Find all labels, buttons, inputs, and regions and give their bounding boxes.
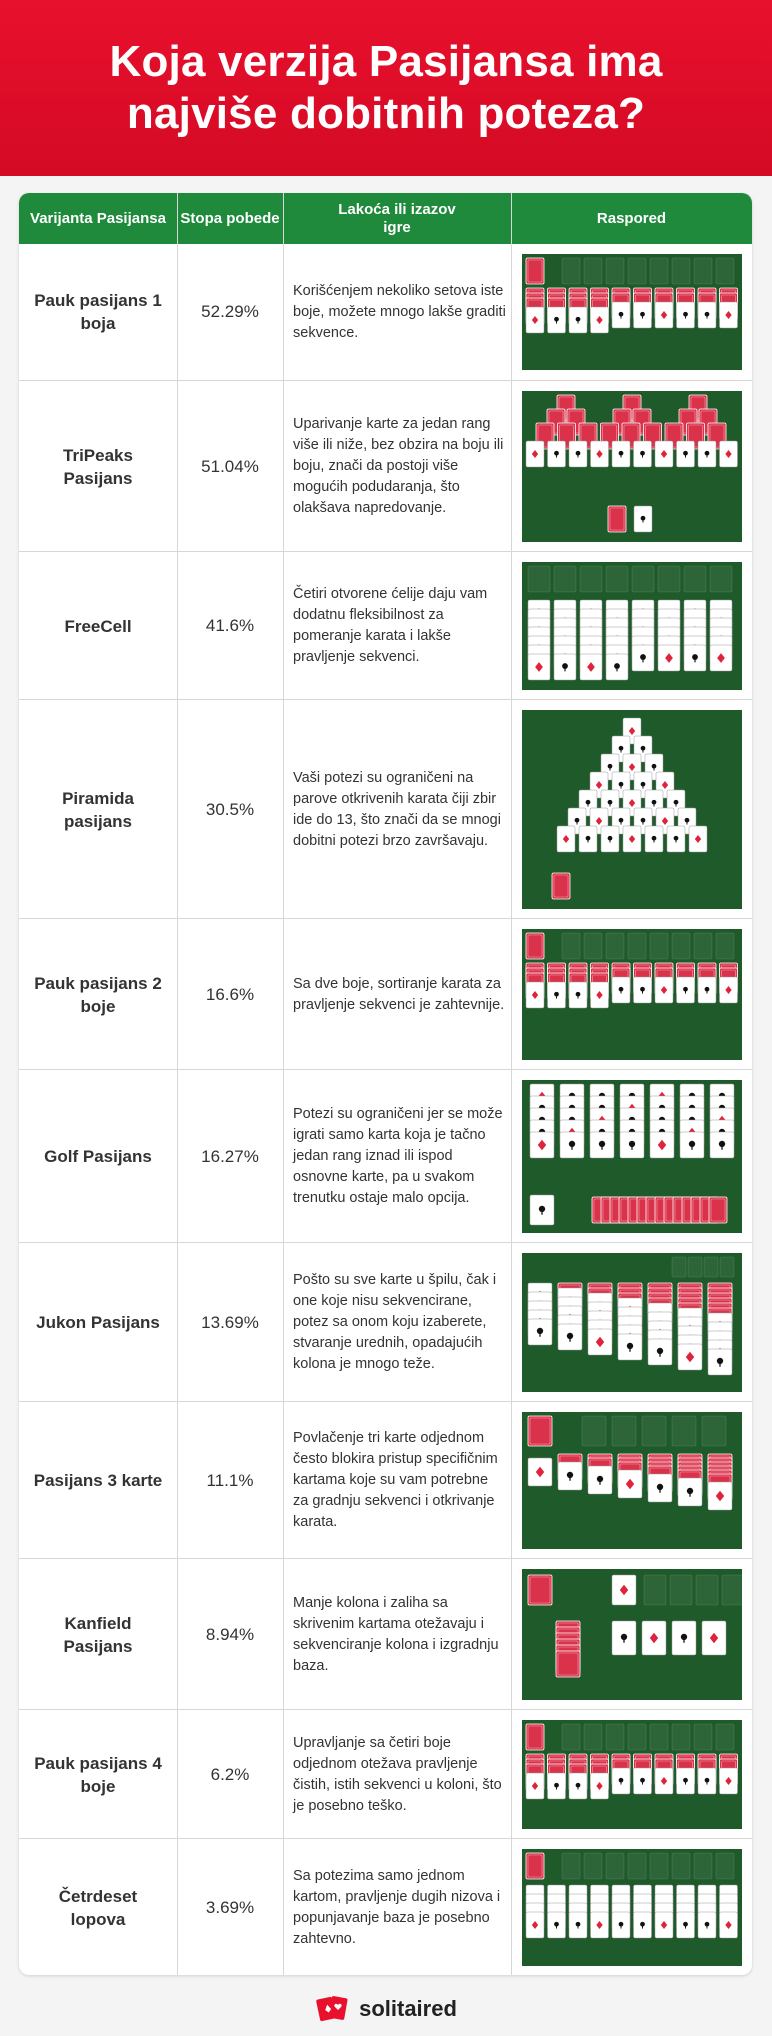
difficulty-description: Četiri otvorene ćelije daju vam dodatnu fleksibilnost za pomeranje karata i lakše pravljenje sekvenci.	[293, 586, 488, 665]
difficulty-description: Upravljanje sa četiri boje odjednom otežava pravljenje čistih, istih sekvenci u koloni, što je posebno teško.	[293, 1734, 502, 1814]
empty-slot	[672, 1724, 690, 1750]
spade-stem	[685, 454, 686, 458]
table-row	[19, 244, 752, 380]
solitaire-layout-preview	[522, 1569, 742, 1700]
variant-name: Golf Pasijans	[44, 1147, 152, 1166]
spade-stem	[578, 1925, 579, 1929]
empty-slot	[528, 566, 550, 592]
empty-slot	[710, 566, 732, 592]
layout-image	[521, 1243, 743, 1402]
variant-name: Piramida pasijans	[62, 788, 134, 831]
spade-stem	[588, 839, 589, 843]
spade-stem	[643, 785, 644, 789]
empty-slot	[688, 1257, 702, 1277]
card-back	[526, 1724, 544, 1750]
empty-slot	[694, 258, 712, 284]
spade-stem	[687, 821, 688, 825]
solitaire-layout-preview	[522, 562, 742, 690]
header-win-rate: Stopa pobede	[180, 209, 280, 227]
empty-slot	[612, 1416, 636, 1446]
spade-stem	[685, 1781, 686, 1785]
empty-slot	[670, 1575, 692, 1605]
spade-stem	[569, 1337, 570, 1342]
spade-stem	[685, 990, 686, 994]
card-back	[528, 1416, 552, 1446]
spade-stem	[707, 315, 708, 319]
spade-stem	[621, 315, 622, 319]
layout-image	[521, 1710, 743, 1839]
empty-slot	[562, 933, 580, 959]
empty-slot	[582, 1416, 606, 1446]
variant-name: Kanfield Pasijans	[63, 1613, 133, 1656]
empty-slot	[562, 1724, 580, 1750]
empty-slot	[628, 1724, 646, 1750]
spade-stem	[707, 1781, 708, 1785]
table-row	[19, 1838, 752, 1975]
empty-slot	[672, 1416, 696, 1446]
spade-stem	[643, 519, 644, 523]
layout-image	[521, 700, 743, 919]
table-row	[19, 1558, 752, 1710]
spade-stem	[629, 1347, 630, 1352]
win-rate: 51.04%	[201, 456, 259, 476]
brand-name: solitaired	[359, 1996, 457, 2021]
empty-slot	[716, 1853, 734, 1879]
solitaire-layout-preview	[522, 391, 742, 542]
spade-stem	[685, 1925, 686, 1929]
spade-stem	[642, 454, 643, 458]
card-back	[552, 873, 570, 899]
footer	[0, 1982, 772, 2036]
card-back	[528, 1575, 552, 1605]
empty-slot	[716, 258, 734, 284]
spade-stem	[578, 454, 579, 458]
difficulty-description: Uparivanje karte za jedan rang više ili niže, bez obzira na boju ili boju, znači da postoji više mogućih podudaranja, što olakšava napredovanje.	[293, 416, 504, 516]
solitaire-layout-preview	[522, 1412, 742, 1549]
spade-stem	[642, 658, 643, 662]
empty-slot	[672, 1257, 686, 1277]
difficulty-description: Sa potezima samo jednom kartom, pravljenje dugih nizova i popunjavanje baza je posebno zahtevno.	[293, 1867, 501, 1947]
empty-slot	[584, 1724, 602, 1750]
variant-name: TriPeaks Pasijans	[63, 445, 133, 488]
card-back	[608, 506, 626, 532]
solitaire-layout-preview	[522, 1080, 742, 1233]
win-rate: 3.69%	[205, 1897, 255, 1917]
table-row	[19, 1069, 752, 1243]
table-row	[19, 1709, 752, 1839]
empty-slot	[584, 1853, 602, 1879]
win-rate: 13.69%	[201, 1312, 259, 1332]
spade-stem	[642, 1781, 643, 1785]
layout-image	[521, 919, 743, 1070]
empty-slot	[694, 1724, 712, 1750]
spade-stem	[621, 1925, 622, 1929]
variant-name: Pasijans 3 karte	[33, 1471, 163, 1490]
empty-slot	[644, 1575, 666, 1605]
spade-stem	[564, 667, 565, 671]
empty-slot	[716, 1724, 734, 1750]
layout-image	[521, 381, 743, 552]
solitaire-layout-preview	[522, 1253, 742, 1392]
spade-stem	[694, 658, 695, 662]
spade-stem	[610, 839, 611, 843]
solitaire-layout-preview	[522, 254, 742, 370]
variant-name: Pauk pasijans 4 boje	[34, 1753, 162, 1796]
spade-stem	[707, 1925, 708, 1929]
difficulty-description: Potezi su ograničeni jer se može igrati samo karta koja je tačno jedan rang iznad ili ispod osnovne karte, pa u svakom trenutku ostaje malo opcija.	[293, 1106, 503, 1206]
spade-stem	[556, 320, 557, 324]
empty-slot	[650, 933, 668, 959]
win-rate: 30.5%	[205, 799, 255, 819]
spade-stem	[643, 749, 644, 753]
spade-stem	[571, 1145, 572, 1150]
spade-stem	[676, 803, 677, 807]
empty-slot	[716, 933, 734, 959]
layout-image	[521, 552, 743, 700]
spade-stem	[654, 767, 655, 771]
spade-stem	[707, 454, 708, 458]
card-back	[526, 933, 544, 959]
empty-slot	[694, 933, 712, 959]
card-back	[526, 1853, 544, 1879]
spade-stem	[654, 803, 655, 807]
comparison-table	[19, 193, 752, 1975]
spade-stem	[556, 995, 557, 999]
difficulty-description: Vaši potezi su ograničeni na parove otkrivenih karata čiji zbir ide do 13, što znači da se mnogi dobitni potezi brzo završavaju.	[293, 769, 501, 849]
table-row	[19, 551, 752, 700]
empty-slot	[606, 1853, 624, 1879]
variant-name: Jukon Pasijans	[36, 1313, 160, 1332]
spade-stem	[631, 1145, 632, 1150]
difficulty-description: Povlačenje tri karte odjednom često blokira pristup specifičnim kartama koje su vam potrebne za gradnju sekvenci i otkrivanje karata.	[293, 1430, 498, 1530]
empty-slot	[562, 1853, 580, 1879]
empty-slot	[628, 258, 646, 284]
empty-slot	[584, 933, 602, 959]
variant-name: FreeCell	[64, 616, 132, 636]
card-back	[709, 1197, 727, 1223]
empty-slot	[580, 566, 602, 592]
spade-stem	[599, 1480, 600, 1485]
spade-stem	[578, 320, 579, 324]
layout-image	[521, 1559, 743, 1710]
spade-stem	[577, 821, 578, 825]
spade-stem	[578, 995, 579, 999]
spade-stem	[621, 990, 622, 994]
spade-stem	[621, 749, 622, 753]
win-rate: 6.2%	[210, 1764, 250, 1784]
spade-stem	[541, 1210, 542, 1215]
empty-slot	[702, 1416, 726, 1446]
spade-stem	[588, 803, 589, 807]
layout-image	[521, 1839, 743, 1975]
spade-stem	[601, 1145, 602, 1150]
empty-slot	[672, 258, 690, 284]
empty-slot	[650, 1853, 668, 1879]
solitaire-layout-preview	[522, 1849, 742, 1966]
table-row	[19, 918, 752, 1070]
card-back	[526, 258, 544, 284]
spade-stem	[623, 1638, 624, 1643]
difficulty-description: Korišćenjem nekoliko setova iste boje, možete mnogo lakše graditi sekvence.	[293, 282, 506, 341]
spade-stem	[654, 839, 655, 843]
header-variant: Varijanta Pasijansa	[30, 209, 166, 227]
empty-slot	[606, 1724, 624, 1750]
spade-stem	[659, 1488, 660, 1493]
spade-stem	[556, 1925, 557, 1929]
spade-stem	[556, 454, 557, 458]
layout-image	[521, 1070, 743, 1243]
page-title: Koja verzija Pasijansa ima najviše dobitnih poteza?	[109, 37, 663, 138]
layout-image	[521, 1402, 743, 1559]
solitaire-layout-preview	[522, 929, 742, 1060]
empty-slot	[606, 258, 624, 284]
spade-stem	[719, 1362, 720, 1367]
empty-slot	[650, 258, 668, 284]
spade-stem	[621, 821, 622, 825]
spade-stem	[676, 839, 677, 843]
win-rate: 16.27%	[201, 1146, 259, 1166]
card-back	[556, 1651, 580, 1677]
empty-slot	[672, 1853, 690, 1879]
win-rate: 16.6%	[205, 984, 255, 1004]
empty-slot	[628, 1853, 646, 1879]
spade-stem	[556, 1786, 557, 1790]
spade-stem	[642, 990, 643, 994]
win-rate: 8.94%	[205, 1624, 255, 1644]
empty-slot	[606, 566, 628, 592]
spade-stem	[621, 785, 622, 789]
empty-slot	[696, 1575, 718, 1605]
spade-stem	[642, 1925, 643, 1929]
spade-stem	[721, 1145, 722, 1150]
spade-stem	[642, 315, 643, 319]
empty-slot	[632, 566, 654, 592]
layout-image	[521, 244, 743, 380]
spade-stem	[685, 315, 686, 319]
empty-slot	[672, 933, 690, 959]
solitaire-layout-preview	[522, 710, 742, 909]
empty-slot	[606, 933, 624, 959]
spade-stem	[539, 1332, 540, 1337]
empty-slot	[642, 1416, 666, 1446]
variant-name: Pauk pasijans 1 boja	[34, 291, 162, 333]
table-row	[19, 699, 752, 919]
empty-slot	[658, 566, 680, 592]
table-row	[19, 380, 752, 552]
spade-stem	[659, 1352, 660, 1357]
win-rate: 52.29%	[201, 302, 259, 321]
spade-stem	[616, 667, 617, 671]
spade-stem	[689, 1492, 690, 1497]
difficulty-description: Manje kolona i zaliha sa skrivenim kartama otežavaju i sekvenciranje kolona i izgradnju baza.	[293, 1594, 499, 1674]
spade-stem	[569, 1476, 570, 1481]
spade-stem	[621, 454, 622, 458]
spade-stem	[578, 1786, 579, 1790]
empty-slot	[684, 566, 706, 592]
spade-stem	[621, 1781, 622, 1785]
spade-stem	[691, 1145, 692, 1150]
playing-cards-logo-icon	[315, 1994, 351, 2024]
header-difficulty: Lakoća ili izazov igre	[338, 200, 456, 236]
empty-slot	[554, 566, 576, 592]
spade-stem	[643, 821, 644, 825]
table-header	[19, 193, 752, 244]
spade-stem	[683, 1638, 684, 1643]
win-rate: 41.6%	[205, 616, 255, 635]
empty-slot	[722, 1575, 742, 1605]
empty-slot	[720, 1257, 734, 1277]
spade-stem	[707, 990, 708, 994]
difficulty-description: Pošto su sve karte u špilu, čak i one koje nisu sekvencirane, potez sa onom koju izaberete, stvaranje urednih, opadajućih kolona je mnogo teže.	[293, 1272, 497, 1372]
table-row	[19, 1242, 752, 1402]
page-header	[0, 0, 772, 176]
difficulty-description: Sa dve boje, sortiranje karata za pravljenje sekvenci je zahtevnije.	[293, 975, 505, 1013]
win-rate: 11.1%	[206, 1470, 254, 1490]
solitaire-layout-preview	[522, 1720, 742, 1829]
empty-slot	[694, 1853, 712, 1879]
empty-slot	[628, 933, 646, 959]
empty-slot	[704, 1257, 718, 1277]
spade-stem	[610, 803, 611, 807]
empty-slot	[584, 258, 602, 284]
variant-name: Četrdeset lopova	[58, 1886, 138, 1929]
empty-slot	[650, 1724, 668, 1750]
empty-slot	[562, 258, 580, 284]
table-row	[19, 1401, 752, 1559]
variant-name: Pauk pasijans 2 boje	[34, 973, 162, 1016]
spade-stem	[610, 767, 611, 771]
header-layout: Raspored	[596, 209, 667, 227]
